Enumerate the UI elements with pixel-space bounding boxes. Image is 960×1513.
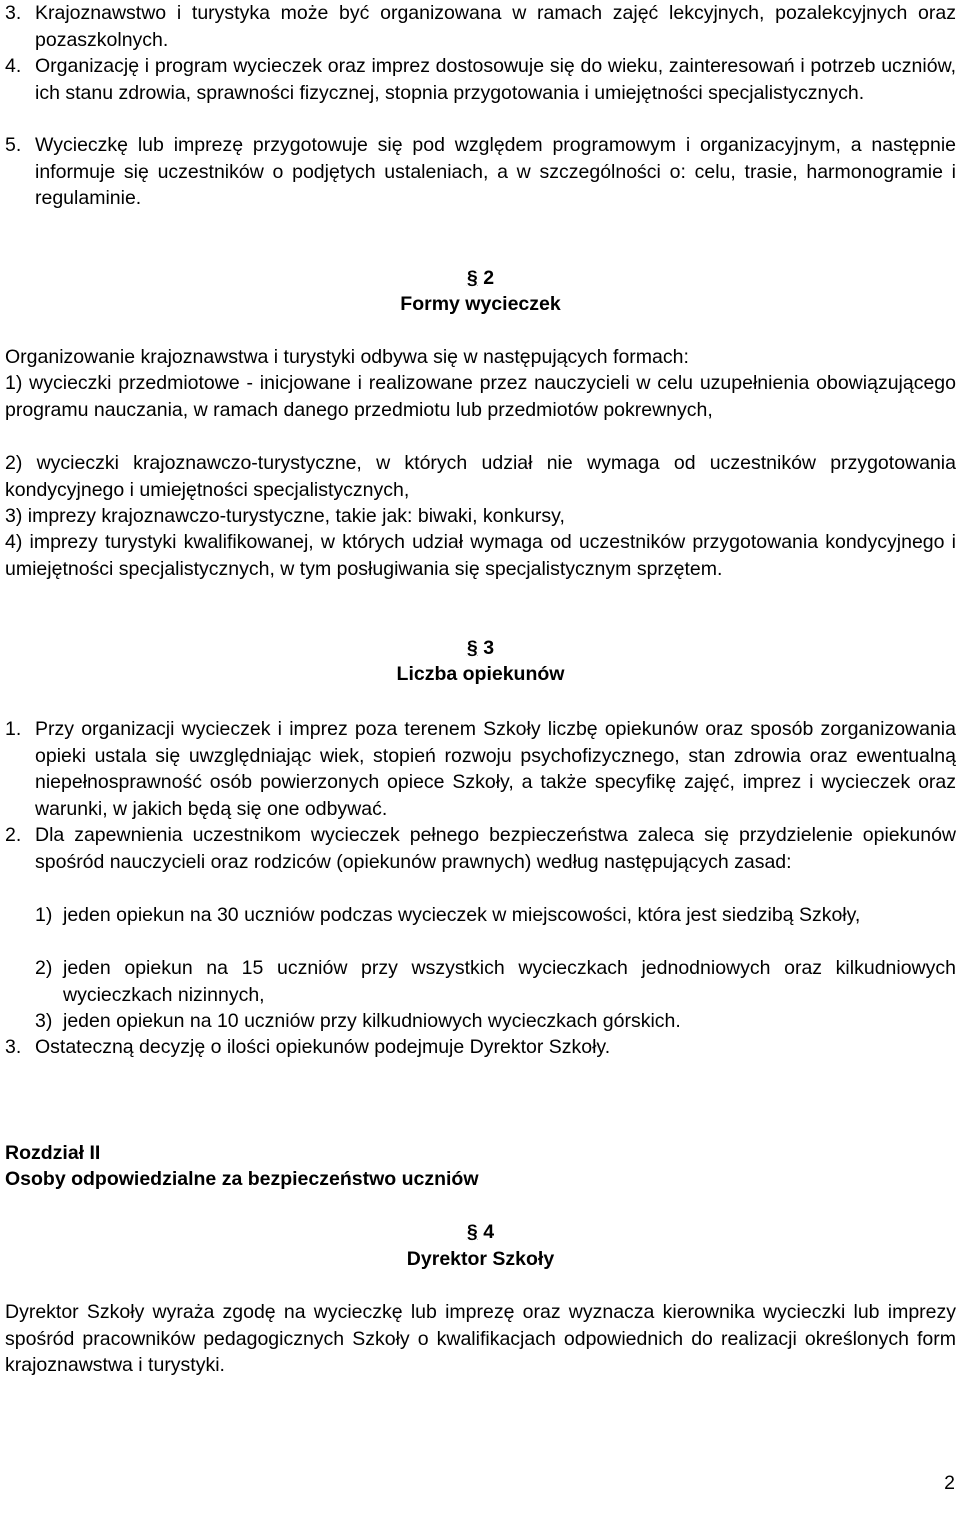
- section-heading: [5, 265, 956, 292]
- sub-list-item: [35, 955, 956, 1008]
- section-paragraph: Dyrektor Szkoły wyraża zgodę na wycieczkę lub imprezę oraz wyznacza kierownika wycieczki lub imprezy spośród pracowników pedagogicznych Szkoły o kwalifikacjach odpowiednich do realizacji określonych form krajoznawstwa i turystyki.: [5, 1301, 956, 1376]
- item-number: 2.: [5, 824, 22, 846]
- item-number: 4.: [5, 55, 22, 77]
- chapter-label: Rozdział II: [5, 1142, 101, 1164]
- item-text: Organizację i program wycieczek oraz imprez dostosowuje się do wieku, zainteresowań i potrzeb uczniów, ich stanu zdrowia, sprawności fizycznej, stopnia przygotowania i umiejętności specjalistycznych.: [35, 55, 956, 104]
- section-heading: [5, 1219, 956, 1246]
- list-item: 1) wycieczki przedmiotowe - inicjowane i realizowane przez nauczycieli w celu uzupełnienia obowiązującego programu nauczania, w ramach danego przedmiotu lub przedmiotów pokrewnych,: [5, 372, 956, 421]
- page-number: 2: [944, 1472, 955, 1494]
- sub-list-item: [35, 1008, 956, 1035]
- sub-item-text: jeden opiekun na 30 uczniów podczas wycieczek w miejscowości, która jest siedzibą Szkoły,: [63, 904, 861, 926]
- list-item: 3) imprezy krajoznawczo-turystyczne, takie jak: biwaki, konkursy,: [5, 505, 565, 527]
- section-number: 4: [483, 1221, 495, 1243]
- list-item: [5, 0, 956, 53]
- section-number: 3: [483, 637, 495, 659]
- item-text: Dla zapewnienia uczestnikom wycieczek pełnego bezpieczeństwa zaleca się przydzielenie opiekunów spośród nauczycieli oraz rodziców (opiekunów prawnych) według następujących zasad:: [35, 824, 956, 873]
- item-number: 5.: [5, 134, 22, 156]
- section-symbol: §: [466, 267, 478, 289]
- list-item: [5, 132, 956, 212]
- list-item: [5, 716, 956, 822]
- list-item: [5, 1034, 956, 1061]
- section-number: 2: [483, 267, 495, 289]
- section-title: Dyrektor Szkoły: [406, 1248, 555, 1270]
- section-title: Formy wycieczek: [400, 293, 561, 315]
- section-lead: Organizowanie krajoznawstwa i turystyki odbywa się w następujących formach:: [5, 346, 689, 368]
- chapter-title: Osoby odpowiedzialne za bezpieczeństwo uczniów: [5, 1168, 479, 1190]
- item-text: Wycieczkę lub imprezę przygotowuje się pod względem programowym i organizacyjnym, a następnie informuje się uczestników o podjętych ustaleniach, a w szczególności o: celu, trasie, harmonogramie i regulaminie.: [35, 134, 956, 209]
- item-number: 1.: [5, 718, 22, 740]
- sub-item-text: jeden opiekun na 15 uczniów przy wszystkich wycieczkach jednodniowych oraz kilkudniowych wycieczkach nizinnych,: [63, 957, 956, 1006]
- item-text: Przy organizacji wycieczek i imprez poza terenem Szkoły liczbę opiekunów oraz sposób zorganizowania opieki ustala się uwzględniając wiek, stopień rozwoju psychofizycznego, stan zdrowia oraz ewentualną niepełnosprawność osób powierzonych opiece Szkoły, a także specyfikę zajęć, imprez i wycieczek oraz warunki, w jakich będą się one odbywać.: [35, 718, 956, 820]
- sub-item-number: 2): [35, 957, 53, 979]
- item-text: Krajoznawstwo i turystyka może być organizowana w ramach zajęć lekcyjnych, pozalekcyjnych oraz pozaszkolnych.: [35, 2, 956, 51]
- section-symbol: §: [466, 1221, 478, 1243]
- section-title: Liczba opiekunów: [396, 663, 565, 685]
- list-item: [5, 822, 956, 875]
- list-item: [5, 53, 956, 106]
- sub-item-number: 1): [35, 904, 53, 926]
- section-symbol: §: [466, 637, 478, 659]
- section-heading: [5, 635, 956, 662]
- list-item: 2) wycieczki krajoznawczo-turystyczne, w których udział nie wymaga od uczestników przygotowania kondycyjnego i umiejętności specjalistycznych,: [5, 452, 956, 501]
- sub-item-text: jeden opiekun na 10 uczniów przy kilkudniowych wycieczkach górskich.: [63, 1010, 681, 1032]
- item-number: 3.: [5, 1036, 22, 1058]
- sub-item-number: 3): [35, 1010, 53, 1032]
- item-number: 3.: [5, 2, 22, 24]
- item-text: Ostateczną decyzję o ilości opiekunów podejmuje Dyrektor Szkoły.: [35, 1036, 611, 1058]
- sub-list-item: [35, 902, 956, 929]
- list-item: 4) imprezy turystyki kwalifikowanej, w których udział wymaga od uczestników przygotowania kondycyjnego i umiejętności specjalistycznych, w tym posługiwania się specjalistycznym sprzętem.: [5, 531, 956, 580]
